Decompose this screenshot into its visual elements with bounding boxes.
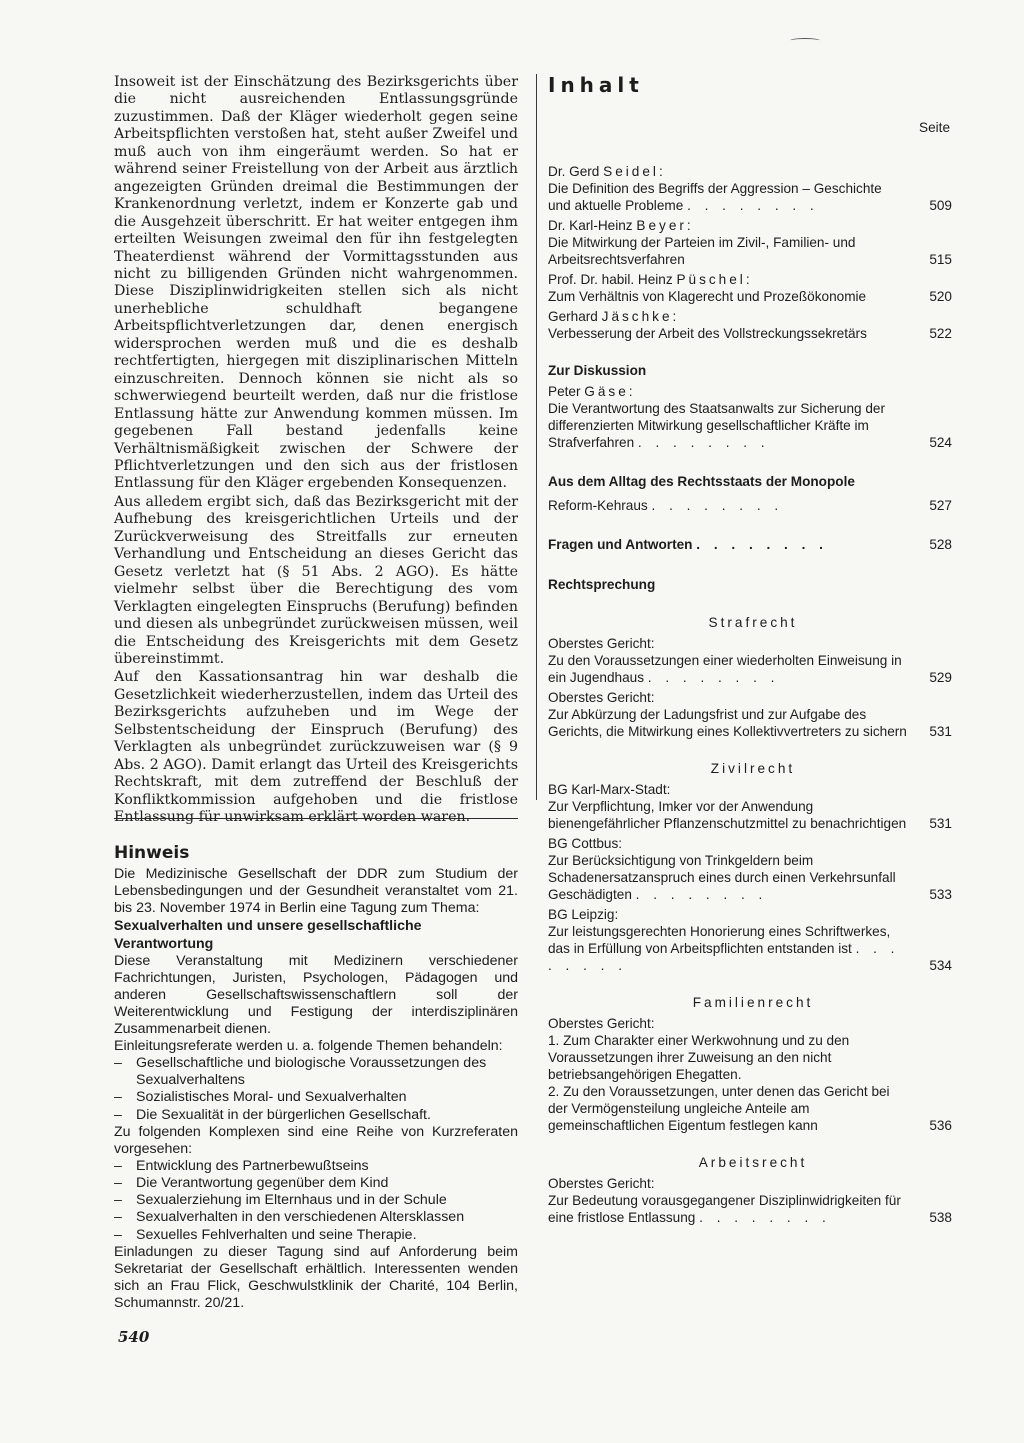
toc-title: Inhalt [548, 73, 644, 97]
toc-section-heading: Rechtsprechung [548, 577, 656, 592]
toc-page: 536 [929, 1118, 952, 1133]
toc-entry[interactable]: Reform-Kehraus . . . . . . . . 527 [548, 498, 952, 513]
toc-court: BG Leipzig: [548, 907, 619, 922]
toc-page: 534 [929, 958, 952, 973]
list-item: – Sexuelles Fehlverhalten und seine Therapie. [114, 1226, 417, 1243]
notice-purpose: Diese Veranstaltung mit Medizinern verschiedener Fachrichtungen, Juristen, Psychologen, Pädagogen und anderen Gesellschaftswissenschaftlern soll der Weiterentwicklung und Festigung der interdisziplinären Zusammenarbeit dienen. [114, 953, 518, 1037]
toc-court: Oberstes Gericht: [548, 1016, 655, 1031]
paragraph: Insoweit ist der Einschätzung des Bezirksgerichts über die nicht ausreichenden Entlassungsgründe zuzustimmen. Daß der Kläger wiederholt gegen seine Arbeitspflichten verstoßen hat, steht außer Zweifel und muß auch von ihm eingeräumt werden. So hat er während seiner Freistellung von der Arbeit aus ärztlich angezeigten Gründen dreimal die Bestimmungen der Krankenordnung verletzt, indem er Konzerte gab und die Ausgehzeit überschritt. Er hat weiter entgegen ihm erteilten Weisungen zweimal den für ihn festgelegten Theaterdienst während der Vormittagsstunden aus nicht zu billigenden Gründen nicht wahrgenommen. Diese Disziplinwidrigkeiten stellen sich als nicht unerhebliche schuldhaft begangene Arbeitspflichtverletzungen dar, denen energisch widersprochen werden muß und die es deshalb rechtfertigten, hiergegen mit disziplinarischen Mitteln einzuschreiten. Dennoch können sie nicht als so schwerwiegend beurteilt werden, daß nur die fristlose Entlassung hätte zur Anwendung kommen müssen. Im gegebenen Fall bestand jedenfalls keine Verhältnismäßigkeit zwischen der Schwere der Pflichtverletzungen und den sich aus der fristlosen Entlassung für den Kläger ergebenden Konsequenzen. [114, 74, 518, 492]
paragraph: Auf den Kassationsantrag hin war deshalb die Gesetzlichkeit wiederherzustellen, indem das Urteil des Bezirksgerichts aufzuheben und im Wege der Selbstentscheidung der Einspruch (Berufung) des Verklagten als unbegründet zurückzuweisen war (§ 9 Abs. 2 AGO). Damit erlangt das Urteil des Kreisgerichts Rechtskraft, mit dem zutreffend der Beschluß der Konfliktkommission aufgehoben und die fristlose Entlassung für unwirksam erklärt worden waren. [114, 669, 518, 826]
toc-page: 528 [929, 537, 952, 552]
toc-author: Dr. Karl-Heinz Beyer: [548, 218, 691, 233]
toc-subsection-heading: Strafrecht [708, 615, 798, 630]
dash-icon: – [114, 1226, 122, 1243]
toc-entry[interactable]: Die Verantwortung des Staatsanwalts zur Sicherung der differenzierten Mitwirkung gesellschaftlicher Kräfte im Strafverfahren . . . . . . . . 524 [548, 401, 952, 450]
dash-icon: – [114, 1175, 122, 1192]
toc-entry[interactable]: Zur leistungsgerechten Honorierung eines Schriftwerkes, das in Erfüllung von Arbeitspflichten entstanden ist . . . . . . . . 534 [548, 924, 952, 973]
toc-author: Gerhard Jäschke: [548, 309, 677, 324]
toc-page: 533 [929, 887, 952, 902]
section-divider [114, 818, 518, 819]
toc-entries [548, 160, 958, 1226]
toc-subsection-heading: Zivilrecht [710, 761, 796, 776]
dash-icon: – [114, 1055, 122, 1071]
toc-page: 522 [929, 326, 952, 341]
notice-closing: Einladungen zu dieser Tagung sind auf Anforderung beim Sekretariat der Gesellschaft erhältlich. Interessenten wenden sich an Frau Flick, Geschwulstklinik der Charité, 104 Berlin, Schumannstr. 20/21. [114, 1243, 518, 1311]
toc-entry[interactable]: Zur Abkürzung der Ladungsfrist und zur Aufgabe des Gerichts, die Mitwirkung eines Kollektivvertreters zu sichern 531 [548, 707, 952, 739]
dash-icon: – [114, 1192, 122, 1209]
page-number: 540 [118, 1328, 150, 1346]
dash-icon: – [114, 1157, 122, 1174]
topics-list [114, 1055, 518, 1124]
article-text [114, 74, 518, 826]
toc-entry[interactable]: Zu den Voraussetzungen einer wiederholten Einweisung in ein Jugendhaus . . . . . . . . 529 [548, 653, 952, 685]
dash-icon: – [114, 1209, 122, 1226]
notice-title: Hinweis [114, 843, 190, 863]
toc-section-heading: Aus dem Alltag des Rechtsstaats der Monopole [548, 474, 855, 489]
column-divider [536, 74, 537, 800]
notice-topics-intro: Einleitungsreferate werden u. a. folgende Themen behandeln: [114, 1038, 503, 1054]
toc-subsection-heading: Familienrecht [692, 995, 814, 1010]
toc-entry[interactable]: 1. Zum Charakter einer Werkwohnung und zu den Voraussetzungen ihrer Zuweisung an den nicht betriebsangehörigen Ehegatten. [548, 1033, 850, 1082]
toc-entry[interactable]: Verbesserung der Arbeit des Vollstreckungssekretärs 522 [548, 326, 952, 341]
list-item: – Die Verantwortung gegenüber dem Kind [114, 1175, 389, 1192]
toc-entry[interactable]: Zum Verhältnis von Klagerecht und Prozeßökonomie 520 [548, 289, 952, 304]
toc-entry[interactable]: Zur Berücksichtigung von Trinkgeldern beim Schadenersatzanspruch eines durch einen Verkehrsunfall Geschädigten . . . . . . . . 533 [548, 853, 952, 902]
dash-icon: – [114, 1089, 122, 1106]
toc-section-heading: Zur Diskussion [548, 363, 647, 378]
printer-mark [790, 38, 820, 43]
toc-page: 538 [929, 1210, 952, 1225]
notice-box [114, 843, 518, 1312]
page-column-label: Seite [919, 120, 950, 135]
toc-page: 527 [929, 498, 952, 513]
toc-entry[interactable]: Die Definition des Begriffs der Aggression – Geschichte und aktuelle Probleme . . . . . . . . 509 [548, 181, 952, 213]
toc-page: 531 [929, 724, 952, 739]
toc-subsection-heading: Arbeitsrecht [698, 1155, 808, 1170]
notice-complexes-intro: Zu folgenden Komplexen sind eine Reihe von Kurzreferaten vorgesehen: [114, 1123, 518, 1157]
toc-court: Oberstes Gericht: [548, 1176, 655, 1191]
list-item: – Sexualverhalten in den verschiedenen Altersklassen [114, 1209, 465, 1226]
toc-entry[interactable]: Fragen und Antworten . . . . . . . . 528 [548, 537, 952, 552]
toc-entry[interactable]: Die Mitwirkung der Parteien im Zivil-, Familien- und Arbeitsrechtsverfahren 515 [548, 235, 952, 267]
list-item: – Entwicklung des Partnerbewußtseins [114, 1157, 369, 1174]
list-item: – Sexualerziehung im Elternhaus und in der Schule [114, 1192, 447, 1209]
toc-page: 520 [929, 289, 952, 304]
toc-page: 509 [929, 198, 952, 213]
toc-entry[interactable]: 2. Zu den Voraussetzungen, unter denen das Gericht bei der Vermögensteilung ungleiche Anteile am gemeinschaftlichen Eigentum festlegen kann 536 [548, 1084, 952, 1133]
toc-page: 515 [929, 252, 952, 267]
paragraph: Aus alledem ergibt sich, daß das Bezirksgericht mit der Aufhebung des kreisgerichtlichen Urteils und der Zurückverweisung des Streitfalls zur erneuten Verhandlung und Entscheidung an dieses Gericht das Gesetz verletzt hat (§ 51 Abs. 2 AGO). Es hätte vielmehr selbst über die Berechtigung des vom Verklagten eingelegten Einspruchs (Berufung) befinden und diesen als unbegründet zurückweisen müssen, weil die Entscheidung des Kreisgerichts mit dem Gesetz übereinstimmt. [114, 493, 518, 667]
toc-author: Dr. Gerd Seidel: [548, 164, 663, 179]
list-item: – Die Sexualität in der bürgerlichen Gesellschaft. [114, 1106, 431, 1123]
toc-page: 529 [929, 670, 952, 685]
toc-court: Oberstes Gericht: [548, 636, 655, 651]
toc-entry[interactable]: Zur Verpflichtung, Imker vor der Anwendung bienengefährlicher Pflanzenschutzmittel zu benachrichtigen 531 [548, 799, 952, 831]
list-item: – Sozialistisches Moral- und Sexualverhalten [114, 1089, 407, 1106]
toc-court: BG Karl-Marx-Stadt: [548, 782, 671, 797]
notice-theme: Sexualverhalten und unsere gesellschaftliche Verantwortung [114, 918, 422, 952]
toc-court: BG Cottbus: [548, 836, 623, 851]
dash-icon: – [114, 1106, 122, 1123]
complexes-list [114, 1158, 518, 1244]
notice-intro: Die Medizinische Gesellschaft der DDR zum Studium der Lebensbedingungen und der Gesundheit veranstaltet vom 21. bis 23. November 1974 in Berlin eine Tagung zum Thema: [114, 866, 518, 916]
toc-page: 531 [929, 816, 952, 831]
toc-author: Prof. Dr. habil. Heinz Püschel: [548, 272, 750, 287]
toc-court: Oberstes Gericht: [548, 690, 655, 705]
table-of-contents [548, 72, 958, 1225]
toc-author: Peter Gäse: [548, 384, 633, 399]
toc-page: 524 [929, 435, 952, 450]
toc-entry[interactable]: Zur Bedeutung vorausgegangener Disziplinwidrigkeiten für eine fristlose Entlassung . . . . . . . . 538 [548, 1193, 952, 1225]
list-item: – Gesellschaftliche und biologische Voraussetzungen des Sexualverhaltens [114, 1055, 487, 1089]
